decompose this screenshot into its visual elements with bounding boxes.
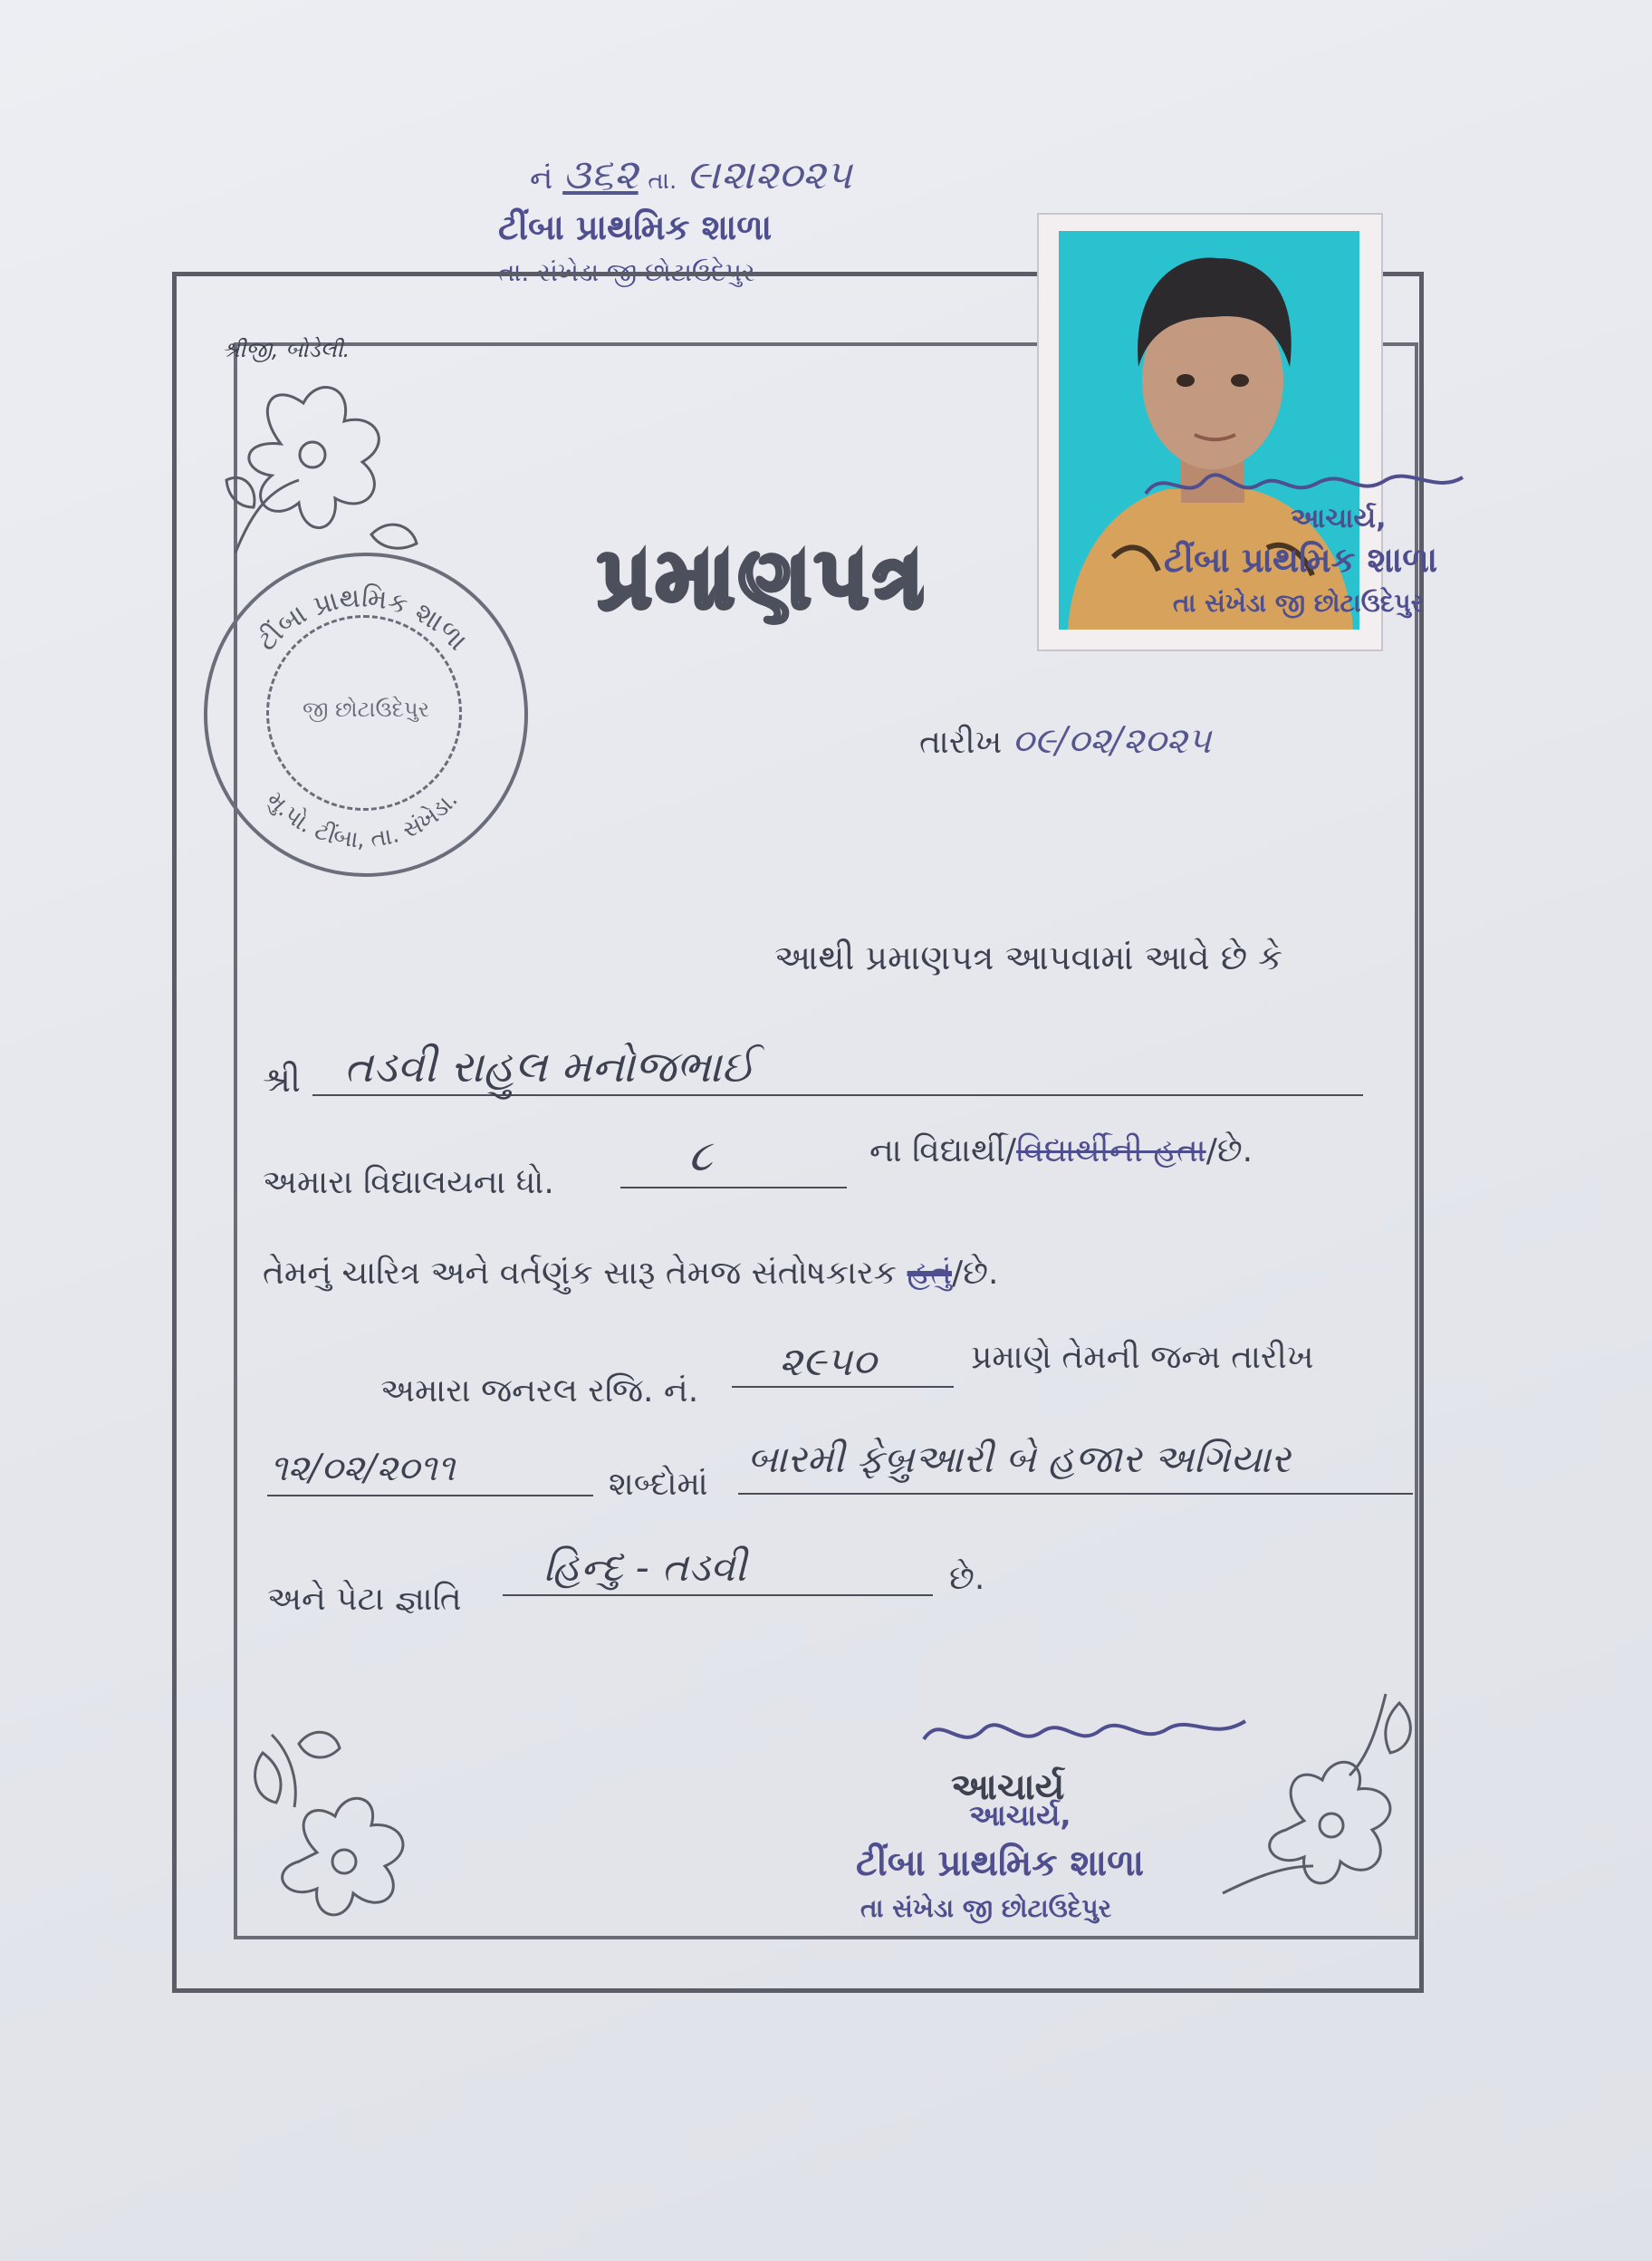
birth-label: પ્રમાણે તેમની જન્મ તારીખ <box>971 1339 1314 1376</box>
seal-bottom-text: મુ.પો. ટીંબા, તા. સંખેડા. <box>261 786 464 854</box>
date-value: ૦૯/૦૨/૨૦૨૫ <box>1012 720 1212 762</box>
date-label: તારીખ <box>919 724 1003 761</box>
school-seal <box>204 553 528 877</box>
name-value: તડવી રાહુલ મનોજભાઈ <box>344 1042 755 1092</box>
seal-top-text: ટીંબા પ્રાથમિક શાળા <box>251 582 474 658</box>
outward-date-prefix: તા. <box>648 168 677 195</box>
character-struck: હતું <box>907 1255 952 1292</box>
student-suffix: /છે. <box>1205 1132 1253 1169</box>
outward-date: ૯।૨।૨૦૨૫ <box>687 152 852 198</box>
signature-stamp-school: ટીંબા પ્રાથમિક શાળા <box>856 1842 1145 1884</box>
caste-line <box>503 1594 933 1596</box>
svg-text:મુ.પો. ટીંબા, તા. સંખેડા. <box>261 786 463 853</box>
principal-signature-icon <box>915 1703 1259 1766</box>
outward-stamp <box>498 149 1037 288</box>
signature-stamp-taluka: તા સંખેડા જી છોટાઉદેપુર <box>860 1893 1112 1923</box>
character-line: તેમનું ચારિત્ર અને વર્તણુંક સારૂ તેમજ સંતોષકારક <box>263 1255 898 1292</box>
photo-stamp-taluka: તા સંખેડા જી છોટાઉદેપુર <box>1173 588 1425 618</box>
name-line <box>312 1094 1363 1096</box>
register-value: ૨૯૫૦ <box>779 1339 877 1385</box>
class-label: અમારા વિદ્યાલયના ધો. <box>263 1164 554 1201</box>
certificate-title: પ્રમાણપત્ર <box>598 530 927 627</box>
birth-date: ૧૨/૦૨/૨૦૧૧ <box>270 1448 456 1489</box>
svg-text:ટીંબા પ્રાથમિક શાળા <box>251 582 473 657</box>
signature-stamp-title: આચાર્ય, <box>969 1798 1071 1833</box>
signature-stamp <box>856 1798 1236 1924</box>
register-line <box>732 1386 954 1388</box>
date-row <box>919 720 1211 762</box>
flower-top-left-icon <box>217 371 426 571</box>
principal-title: આચાર્ય <box>951 1766 1065 1808</box>
student-struck: વિદ્યાર્થીની હતા <box>1016 1132 1206 1169</box>
character-suffix: /છે. <box>952 1255 999 1292</box>
class-value: ૮ <box>688 1130 713 1181</box>
photo-signature-icon <box>1137 457 1481 512</box>
caste-value: હિન્દુ - તડવી <box>543 1544 747 1591</box>
student-label: ના વિદ્યાર્થી/ <box>869 1132 1017 1169</box>
outward-prefix: નં <box>530 160 553 197</box>
character-row <box>263 1255 998 1293</box>
register-label: અમારા જનરલ રજિ. નં. <box>380 1372 699 1410</box>
outward-taluka: તા. સંખેડા જી છોટાઉદેપુર <box>498 257 755 287</box>
class-line <box>620 1187 847 1188</box>
outward-school: ટીંબા પ્રાથમિક શાળા <box>498 207 773 247</box>
photo-stamp-title: આચાર્ય, <box>1291 503 1387 534</box>
flower-bottom-left-icon <box>245 1717 453 1929</box>
photo-stamp-school: ટીંબા પ્રાથમિક શાળા <box>1164 540 1438 580</box>
birth-words: બારમી ફેબ્રુઆરી બે હજાર અગિયાર <box>747 1437 1291 1481</box>
words-label: શબ્દોમાં <box>609 1466 708 1503</box>
birth-date-line <box>267 1495 593 1496</box>
photo-principal-stamp <box>1164 503 1544 619</box>
outward-number: ૩૬૨ <box>562 149 639 198</box>
intro-line: આથી પ્રમાણપત્ર આપવામાં આવે છે કે <box>774 938 1283 977</box>
name-label: શ્રી <box>263 1060 301 1100</box>
seal-center-text: જી છોટાઉદેપુર <box>302 697 430 722</box>
caste-suffix: છે. <box>949 1560 985 1597</box>
printer-mark: શ્રીજી, બોડેલી. <box>222 337 351 362</box>
student-row <box>869 1132 1253 1170</box>
caste-label: અને પેટા જ્ઞાતિ <box>267 1581 462 1618</box>
birth-words-line <box>738 1493 1413 1495</box>
